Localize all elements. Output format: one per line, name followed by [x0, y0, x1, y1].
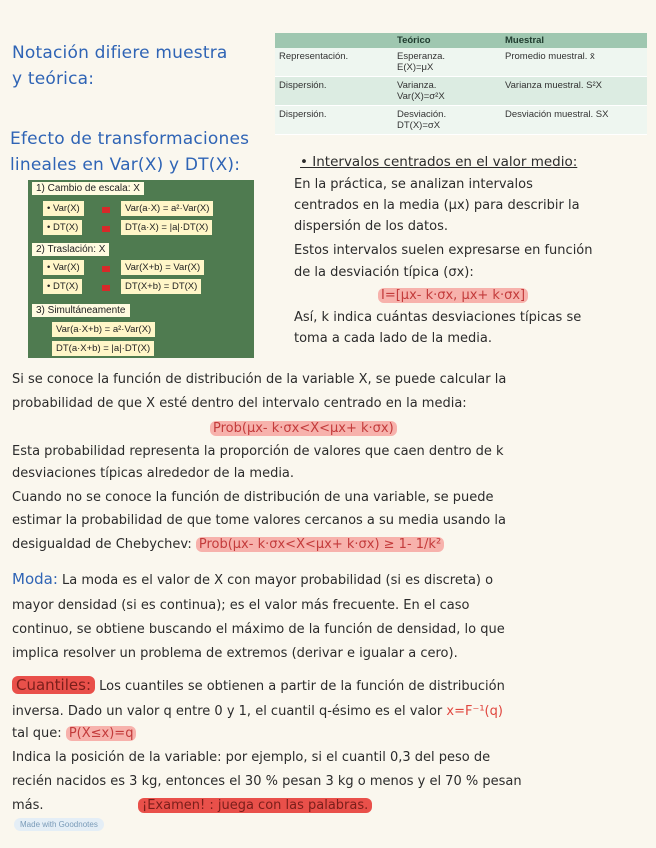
- moda-line1: [12, 569, 493, 591]
- exam-note: [138, 795, 372, 816]
- prob-line: Esta probabilidad representa la proporción de valores que caen dentro de k: [12, 444, 504, 459]
- arrow-icon: [102, 285, 110, 291]
- table-header: Teórico: [393, 33, 501, 48]
- table-cell: Desviación muestral. SX: [501, 106, 647, 135]
- table-row: [275, 48, 647, 77]
- notation-title-line2: y teórica:: [12, 69, 95, 89]
- prob-line: desviaciones típicas alrededor de la media.: [12, 466, 295, 481]
- scale-var-label: • Var(X): [43, 201, 84, 216]
- table-cell: Esperanza. E(X)=μX: [393, 48, 501, 77]
- table-cell: Promedio muestral. x̄: [501, 48, 647, 77]
- exam-note-text: ¡Examen! : juega con las palabras.: [138, 798, 372, 813]
- translation-heading: 2) Traslación: X: [32, 243, 109, 256]
- transformations-box: [28, 180, 254, 358]
- scale-var-result: Var(a·X) = a²·Var(X): [121, 201, 213, 216]
- chebychev-label: desigualdad de Chebychev:: [12, 537, 192, 552]
- cuantiles-label: Cuantiles:: [12, 676, 95, 694]
- arrow-icon: [102, 266, 110, 272]
- translation-dt-result: DT(X+b) = DT(X): [121, 279, 201, 294]
- translation-var-label: • Var(X): [43, 260, 84, 275]
- prob-line: probabilidad de que X esté dentro del intervalo centrado en la media:: [12, 396, 467, 411]
- cuantiles-text: tal que:: [12, 726, 62, 741]
- intervals-line: En la práctica, se analizan intervalos: [294, 177, 533, 192]
- cuantiles-line: Indica la posición de la variable: por ejemplo, si el cuantil 0,3 del peso de: [12, 750, 491, 765]
- table-cell: Varianza muestral. S²X: [501, 77, 647, 106]
- chebychev-formula: Prob(μx- k·σx<X<μx+ k·σx) ≥ 1- 1/k²: [196, 537, 444, 552]
- table-cell: Desviación. DT(X)=σX: [393, 106, 501, 135]
- table-header: Muestral: [501, 33, 647, 48]
- cuantiles-text: inversa. Dado un valor q entre 0 y 1, el cuantil q-ésimo es el valor: [12, 704, 443, 719]
- cuantiles-line: más.: [12, 798, 44, 813]
- simultaneous-dt: DT(a·X+b) = |a|·DT(X): [52, 341, 154, 356]
- moda-line: mayor densidad (si es continua); es el valor más frecuente. En el caso: [12, 598, 470, 613]
- intervals-line: dispersión de los datos.: [294, 219, 448, 234]
- chebychev-line: [12, 534, 444, 555]
- scale-dt-label: • DT(X): [43, 220, 82, 235]
- prob-line: Si se conoce la función de distribución de la variable X, se puede calcular la: [12, 372, 507, 387]
- intervals-line: centrados en la media (μx) para describir la: [294, 198, 580, 213]
- scale-change-heading: 1) Cambio de escala: X: [32, 182, 144, 195]
- arrow-icon: [102, 207, 110, 213]
- cuantiles-text: Los cuantiles se obtienen a partir de la función de distribución: [99, 679, 505, 694]
- cuantiles-line1: [12, 675, 505, 697]
- notation-table: [275, 33, 647, 135]
- goodnotes-badge: Made with Goodnotes: [14, 818, 104, 831]
- cuantiles-line2: [12, 701, 503, 722]
- prob-formula-text: Prob(μx- k·σx<X<μx+ k·σx): [210, 421, 397, 436]
- inverse-formula: x=F⁻¹(q): [446, 704, 503, 719]
- table-cell: Dispersión.: [275, 77, 393, 106]
- effect-title: [10, 126, 249, 178]
- cuantiles-line: recién nacidos es 3 kg, entonces el 30 % pesan 3 kg o menos y el 70 % pesan: [12, 774, 522, 789]
- cuantiles-line3: [12, 723, 136, 744]
- intervals-line: de la desviación típica (σx):: [294, 265, 474, 280]
- moda-line: implica resolver un problema de extremos (derivar e igualar a cero).: [12, 646, 458, 661]
- simultaneous-heading: 3) Simultáneamente: [32, 304, 130, 317]
- table-cell: Representación.: [275, 48, 393, 77]
- table-row: [275, 77, 647, 106]
- translation-dt-label: • DT(X): [43, 279, 82, 294]
- intervals-line: Así, k indica cuántas desviaciones típicas se: [294, 310, 582, 325]
- table-cell: Dispersión.: [275, 106, 393, 135]
- interval-formula-text: I=[μx- k·σx, μx+ k·σx]: [378, 288, 528, 303]
- arrow-icon: [102, 226, 110, 232]
- prob-formula: [210, 418, 397, 439]
- intervals-line: toma a cada lado de la media.: [294, 331, 493, 346]
- effect-title-line1: Efecto de transformaciones: [10, 129, 250, 149]
- moda-text: La moda es el valor de X con mayor probabilidad (si es discreta) o: [62, 573, 494, 588]
- table-header: [275, 33, 393, 48]
- moda-label: Moda:: [12, 570, 58, 588]
- notation-title-line1: Notación difiere muestra: [12, 43, 228, 63]
- prob-line: estimar la probabilidad de que tome valores cercanos a su media usando la: [12, 513, 506, 528]
- scale-dt-result: DT(a·X) = |a|·DT(X): [121, 220, 212, 235]
- translation-var-result: Var(X+b) = Var(X): [121, 260, 204, 275]
- moda-line: continuo, se obtiene buscando el máximo de la función de densidad, lo que: [12, 622, 505, 637]
- effect-title-line2: lineales en Var(X) y DT(X):: [10, 155, 241, 175]
- table-cell: Varianza. Var(X)=σ²X: [393, 77, 501, 106]
- prob-line: Cuando no se conoce la función de distribución de una variable, se puede: [12, 490, 494, 505]
- quantile-formula: P(X≤x)=q: [66, 726, 137, 741]
- table-header-row: [275, 33, 647, 48]
- notation-title: [12, 40, 228, 92]
- table-row: [275, 106, 647, 135]
- interval-formula: [378, 285, 528, 306]
- intervals-heading: • Intervalos centrados en el valor medio:: [300, 154, 578, 170]
- intervals-line: Estos intervalos suelen expresarse en función: [294, 243, 593, 258]
- simultaneous-var: Var(a·X+b) = a²·Var(X): [52, 322, 155, 337]
